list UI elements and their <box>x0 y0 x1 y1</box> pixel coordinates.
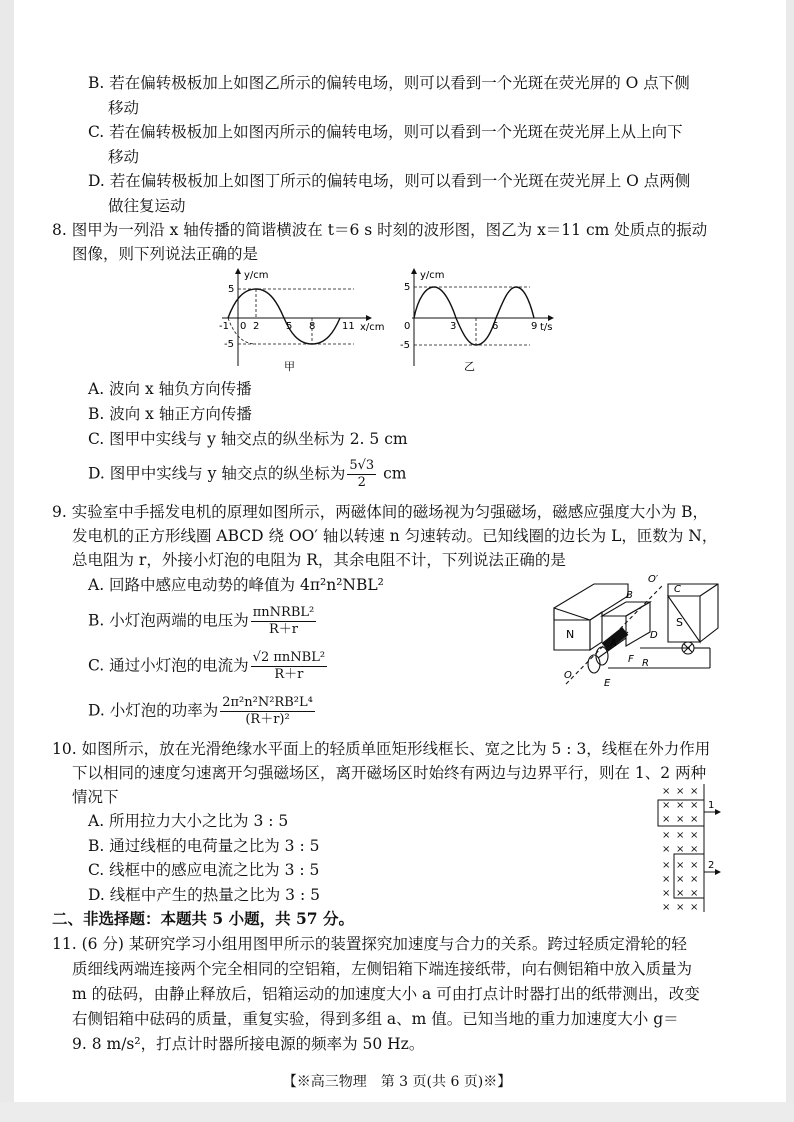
q8-stem-line1: 8. 图甲为一列沿 x 轴传播的简谐横波在 t＝6 s 时刻的波形图，图乙为 x＝11 cm 处质点的振动 <box>52 221 708 239</box>
q9-option-d-text: D. 小灯泡的功率为 <box>88 701 219 720</box>
q9-figure-generator <box>550 572 730 690</box>
svg-text:×: × <box>690 814 699 825</box>
q9-option-c-text: C. 通过小灯泡的电流为 <box>88 656 249 675</box>
svg-text:×: × <box>676 888 685 899</box>
coil-d-label: D <box>650 630 658 641</box>
fig-a-tick-11: 11 <box>342 321 355 332</box>
q10-stem-line3: 情况下 <box>72 788 119 806</box>
q11-line5: 9. 8 m/s²，打点计时器所接电源的频率为 50 Hz。 <box>72 1035 425 1053</box>
coil-c-label: C <box>674 584 681 595</box>
q9-option-c-numerator: √2 πnNBL² <box>252 650 326 665</box>
svg-text:×: × <box>690 902 699 913</box>
svg-text:×: × <box>676 830 685 841</box>
q9-option-b-numerator: πnNRBL² <box>252 605 315 620</box>
q7-option-c-line1: C. 若在偏转极板加上如图丙所示的偏转电场，则可以看到一个光斑在荧光屏上从上向下 <box>88 123 683 141</box>
q8-option-d-denominator: 2 <box>357 475 366 490</box>
fig-a-tick-minus1: -1 <box>219 321 229 332</box>
svg-text:×: × <box>676 874 685 885</box>
svg-text:×: × <box>690 860 699 871</box>
axis-o-label: O <box>564 670 572 681</box>
q9-option-b-fraction <box>251 605 316 638</box>
svg-text:×: × <box>690 830 699 841</box>
scan-edge-bottom <box>0 1102 794 1122</box>
q8-figure-vibration <box>400 266 565 374</box>
fig-b-caption: 乙 <box>464 360 475 373</box>
frame-1-label: 1 <box>708 800 715 811</box>
q8-option-d-fraction <box>347 458 376 491</box>
fig-a-caption: 甲 <box>284 360 295 373</box>
svg-text:×: × <box>662 844 671 855</box>
svg-text:×: × <box>676 786 685 797</box>
q8-option-d-text: D. 图甲中实线与 y 轴交点的纵坐标为 <box>88 464 346 483</box>
q9-option-a: A. 回路中感应电动势的峰值为 4π²n²NBL² <box>88 576 384 594</box>
q9-option-b <box>88 605 318 638</box>
brush-e-label: E <box>604 678 611 689</box>
svg-text:×: × <box>662 830 671 841</box>
fig-b-tick-3: 3 <box>450 321 457 332</box>
q10-option-b: B. 通过线框的电荷量之比为 3 : 5 <box>88 837 320 855</box>
q10-stem-line2: 下以相同的速度匀速离开匀强磁场区，离开磁场区时始终有两边与边界平行，则在 1、2 两种 <box>72 764 707 782</box>
section-title-nonchoice: 二、非选择题：本题共 5 小题，共 57 分。 <box>52 909 354 928</box>
q11-line3: m 的砝码，由静止释放后，铝箱运动的加速度大小 a 可由打点计时器打出的纸带测出，改变 <box>72 985 700 1003</box>
magnet-n-label: N <box>566 628 575 641</box>
svg-text:×: × <box>690 786 699 797</box>
q7-option-c-line2: 移动 <box>108 148 140 166</box>
axis-o-prime-label: O′ <box>648 574 659 585</box>
fig-b-xlabel: t/s <box>540 322 553 333</box>
q7-option-b-line2: 移动 <box>108 99 140 117</box>
q9-option-c-denominator: R＋r <box>274 667 304 682</box>
q8-option-b: B. 波向 x 轴正方向传播 <box>88 405 252 423</box>
vibration-curve <box>414 287 534 345</box>
q7-option-b-line1: B. 若在偏转极板加上如图乙所示的偏转电场，则可以看到一个光斑在荧光屏的 O 点下侧 <box>88 74 690 92</box>
q9-stem-line2: 发电机的正方形线圈 ABCD 绕 OO′ 轴以转速 n 匀速转动。已知线圈的边长为 L，匝数为 N， <box>72 527 718 545</box>
fig-b-tick-6: 6 <box>492 321 499 332</box>
q8-stem-line2: 图像，则下列说法正确的是 <box>72 245 259 263</box>
fig-b-tick-0: 0 <box>404 321 411 332</box>
fig-a-ylabel: y/cm <box>244 270 269 281</box>
svg-text:×: × <box>662 888 671 899</box>
q11-line4: 右侧铝箱中砝码的质量，重复实验，得到多组 a、m 值。已知当地的重力加速度大小 g＝ <box>72 1010 679 1028</box>
q9-option-d-numerator: 2π²n²N²RB²L⁴ <box>222 695 313 710</box>
svg-text:×: × <box>662 902 671 913</box>
fig-b-tick-9: 9 <box>531 321 538 332</box>
svg-text:×: × <box>662 814 671 825</box>
q9-stem-line3: 总电阻为 r，外接小灯泡的电阻为 R，其余电阻不计，下列说法正确的是 <box>72 551 566 569</box>
q8-option-a: A. 波向 x 轴负方向传播 <box>88 380 252 398</box>
q9-option-d-fraction <box>220 695 315 728</box>
fig-a-tick-2: 2 <box>253 321 260 332</box>
q9-stem-line1: 9. 实验室中手摇发电机的原理如图所示，两磁体间的磁场视为匀强磁场，磁感应强度大小为 B， <box>52 503 709 521</box>
fig-a-tick-0: 0 <box>240 321 247 332</box>
svg-text:×: × <box>690 800 699 811</box>
q10-option-c: C. 线框中的感应电流之比为 3 : 5 <box>88 861 320 879</box>
q10-stem-line1: 10. 如图所示，放在光滑绝缘水平面上的轻质单匝矩形线框长、宽之比为 5 : 3，线框在外力作用 <box>52 740 711 758</box>
svg-text:×: × <box>662 874 671 885</box>
coil-b-label: B <box>626 590 633 601</box>
svg-text:×: × <box>676 844 685 855</box>
q9-option-c-fraction <box>251 650 327 683</box>
scan-edge-left <box>0 0 14 1122</box>
fig-a-tick-5: 5 <box>286 321 293 332</box>
fig-a-tick-8: 8 <box>309 321 316 332</box>
fig-a-y5: 5 <box>228 284 235 295</box>
svg-text:×: × <box>676 800 685 811</box>
q8-option-d <box>88 458 406 491</box>
svg-text:×: × <box>676 902 685 913</box>
svg-text:×: × <box>676 814 685 825</box>
coil-a-label: A <box>610 638 617 649</box>
brush-f-label: F <box>628 654 634 665</box>
q11-line2: 质细线两端连接两个完全相同的空铝箱，左侧铝箱下端连接纸带，向右侧铝箱中放入质量为 <box>72 960 693 978</box>
scan-edge-right <box>786 0 794 1122</box>
q8-figure-wave <box>214 266 385 374</box>
wave-solid-curve <box>228 289 340 344</box>
q10-figure-field <box>652 782 724 914</box>
fig-b-yneg5: -5 <box>400 340 410 351</box>
fig-b-y5: 5 <box>404 282 411 293</box>
q11-line1: 11. (6 分) 某研究学习小组用图甲所示的装置探究加速度与合力的关系。跨过轻质定滑轮的轻 <box>52 935 687 953</box>
svg-text:×: × <box>690 874 699 885</box>
fig-a-yneg5: -5 <box>224 339 234 350</box>
q7-option-d-line2: 做往复运动 <box>108 197 186 215</box>
frame-2-label: 2 <box>708 860 715 871</box>
page-footer: 【※高三物理 第 3 页(共 6 页)※】 <box>282 1074 512 1090</box>
q7-option-d-line1: D. 若在偏转极板加上如图丁所示的偏转电场，则可以看到一个光斑在荧光屏上 O 点两侧 <box>88 172 691 190</box>
fig-b-ylabel: y/cm <box>420 270 445 281</box>
svg-text:×: × <box>662 860 671 871</box>
svg-text:×: × <box>690 888 699 899</box>
q9-option-b-denominator: R＋r <box>268 622 298 637</box>
fig-a-xlabel: x/cm <box>360 322 385 333</box>
q9-option-d <box>88 695 317 728</box>
svg-text:×: × <box>662 786 671 797</box>
q8-option-d-unit: cm <box>378 464 407 483</box>
q9-option-c <box>88 650 329 683</box>
q8-option-c: C. 图甲中实线与 y 轴交点的纵坐标为 2. 5 cm <box>88 430 408 448</box>
resistor-r-label: R <box>642 658 649 669</box>
q10-option-d: D. 线框中产生的热量之比为 3 : 5 <box>88 886 320 904</box>
svg-text:×: × <box>662 800 671 811</box>
q9-option-d-denominator: (R＋r)² <box>245 712 290 727</box>
q9-option-b-text: B. 小灯泡两端的电压为 <box>88 611 249 630</box>
svg-text:×: × <box>690 844 699 855</box>
q10-option-a: A. 所用拉力大小之比为 3 : 5 <box>88 812 289 830</box>
magnet-s-label: S <box>676 616 683 629</box>
svg-text:×: × <box>676 860 685 871</box>
q8-option-d-numerator: 5√3 <box>349 458 375 473</box>
